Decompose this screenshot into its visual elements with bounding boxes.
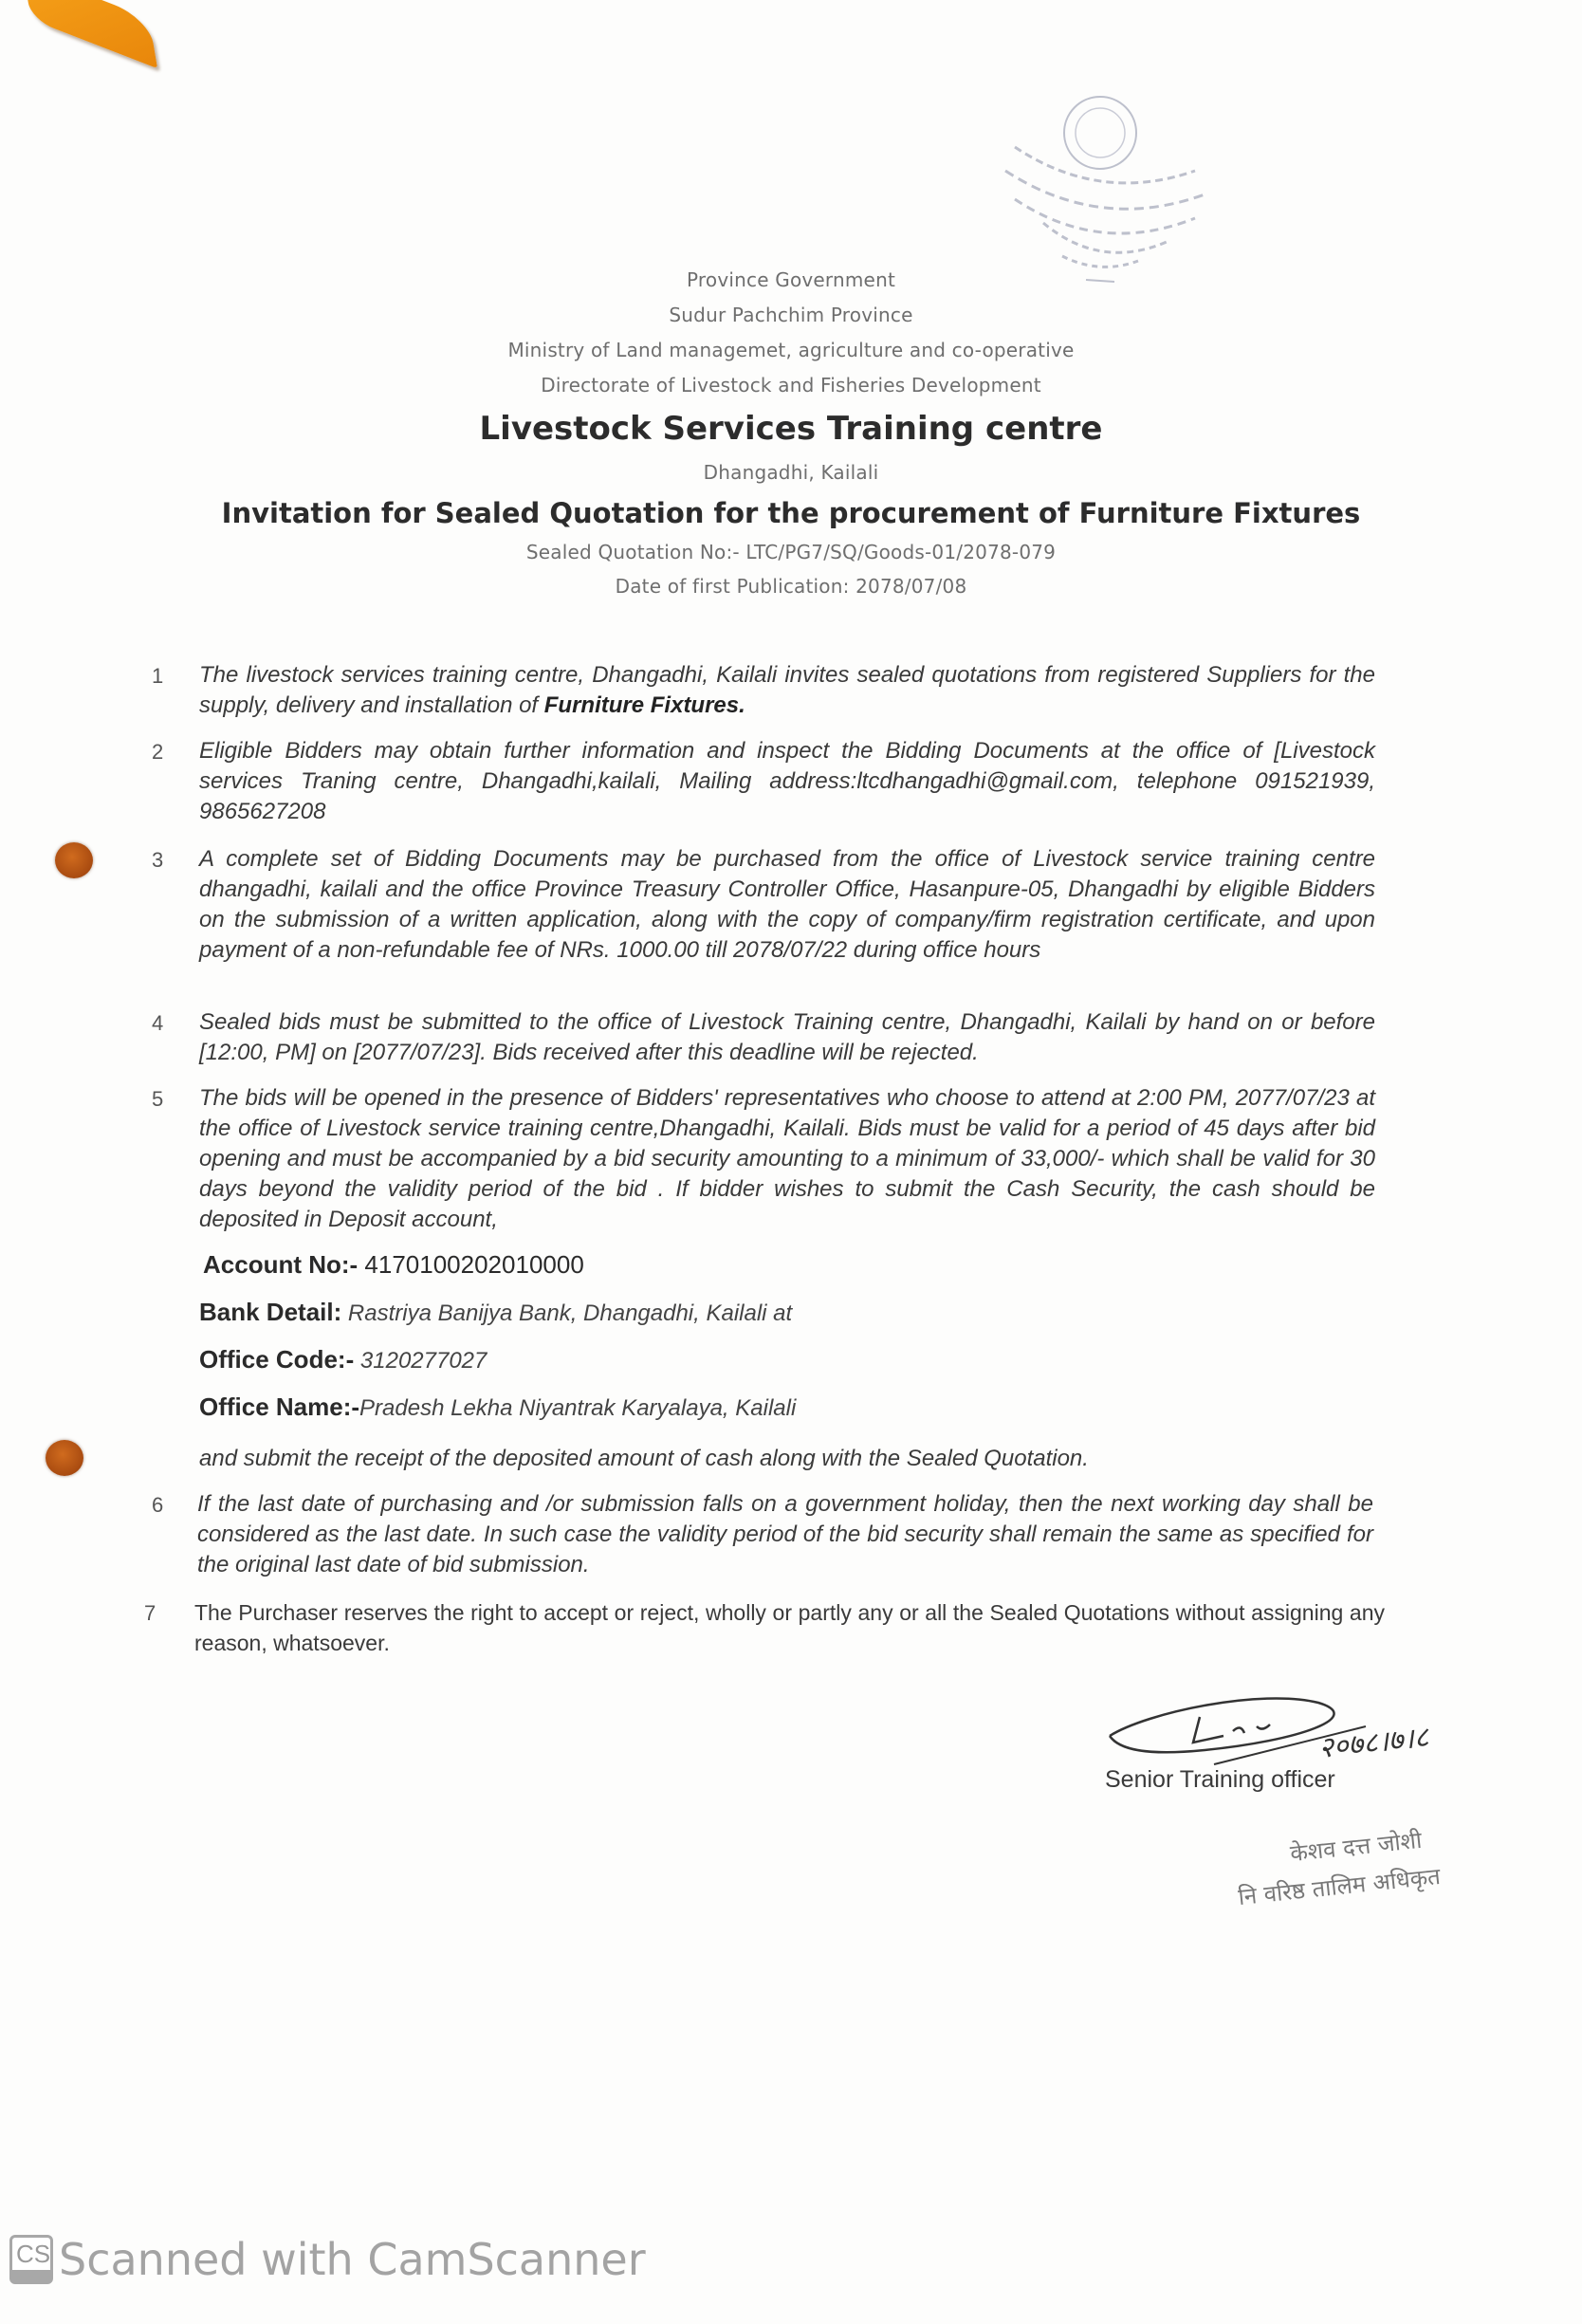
- item-number: 7: [144, 1601, 156, 1625]
- tape-fragment: [23, 0, 157, 68]
- account-label: Account No:-: [203, 1250, 365, 1279]
- notice-item-1: [199, 660, 1375, 721]
- publication-date: Date of first Publication: 2078/07/08: [615, 575, 967, 598]
- item-number: 3: [152, 848, 164, 872]
- office-name-line: [199, 1393, 796, 1422]
- notice-item-4: Sealed bids must be submitted to the office of Livestock Training centre, Dhangadhi, Kailali by hand on or before [12:00, PM] on [2077/07/23]. Bids received after this deadline will be rejected.: [199, 1009, 1375, 1065]
- camscanner-logo-icon: CS: [9, 2235, 53, 2284]
- bank-label: Bank Detail:: [199, 1298, 342, 1326]
- signatory-designation-stamp: नि वरिष्ठ तालिम अधिकृत: [1237, 1862, 1443, 1911]
- signature-date: २०७८।७।८: [1316, 1721, 1430, 1764]
- notice-item-3: A complete set of Bidding Documents may be purchased from the office of Livestock service training centre dhangadhi, kailali and the office Province Treasury Controller Office, Hasanpure-05, Dhangadhi by eligible Bidders on the submission of a written application, along with the copy of company/firm registration certificate, and upon payment of a non-refundable fee of NRs. 1000.00 till 2078/07/22 during office hours: [199, 846, 1375, 963]
- signatory-title: Senior Training officer: [1105, 1766, 1335, 1793]
- watermark-text: Scanned with CamScanner: [59, 2234, 646, 2285]
- deposit-receipt-note: and submit the receipt of the deposited amount of cash along with the Sealed Quotation.: [199, 1446, 1089, 1471]
- office-code-label: Office Code:-: [199, 1345, 355, 1374]
- item-number: 4: [152, 1011, 164, 1035]
- organization-location: Dhangadhi, Kailali: [703, 461, 879, 484]
- account-number-line: [203, 1250, 584, 1280]
- camscanner-watermark: [9, 2231, 646, 2288]
- account-value: 4170100202010000: [364, 1250, 584, 1279]
- office-name-label: Office Name:-: [199, 1393, 360, 1421]
- office-name-value: Pradesh Lekha Niyantrak Karyalaya, Kailali: [359, 1395, 797, 1421]
- item-bold-text: Furniture Fixtures.: [543, 692, 745, 718]
- item-number: 2: [152, 740, 164, 764]
- quotation-number: Sealed Quotation No:- LTC/PG7/SQ/Goods-01/2078-079: [525, 541, 1057, 563]
- organization-name: Livestock Services Training centre: [479, 410, 1103, 448]
- item-number: 1: [152, 664, 164, 688]
- signatory-name-stamp: केशव दत्त जोशी: [1288, 1826, 1424, 1868]
- notice-item-2: Eligible Bidders may obtain further information and inspect the Bidding Documents at the office of [Livestock services Traning centre, Dhangadhi,kailali, Mailing address:ltcdhangadhi@gmail.com, telephone 091521939, 9865627208: [199, 738, 1375, 824]
- office-code-value: 3120277027: [354, 1348, 487, 1374]
- header-line-ministry: Ministry of Land managemet, agriculture and co-operative: [507, 339, 1075, 361]
- item-text: The livestock services training centre, Dhangadhi, Kailali invites sealed quotations from registered Suppliers for the supply, delivery and installation of: [199, 662, 1375, 718]
- item-number: 6: [152, 1493, 164, 1517]
- header-line-province-government: Province Government: [687, 268, 895, 291]
- punch-hole-mark: [46, 1440, 83, 1476]
- bank-detail-line: [199, 1298, 792, 1327]
- notice-title: Invitation for Sealed Quotation for the procurement of Furniture Fixtures: [221, 497, 1361, 529]
- notice-item-7: The Purchaser reserves the right to accept or reject, wholly or partly any or all the Sealed Quotations without assigning any reason, whatsoever.: [194, 1600, 1385, 1655]
- office-code-line: [199, 1345, 487, 1374]
- bank-value: Rastriya Banijya Bank, Dhangadhi, Kailali at: [341, 1300, 793, 1326]
- item-number: 5: [152, 1087, 164, 1111]
- notice-item-5: The bids will be opened in the presence of Bidders' representatives who choose to attend at 2:00 PM, 2077/07/23 at the office of Livestock service training centre,Dhangadhi, Kailali. Bids must be valid for a period of 45 days after bid opening and must be accompanied by a bid security amounting to a minimum of 33,000/- which shall be valid for 30 days beyond the validity period of the bid . If bidder wishes to submit the Cash Security, the cash should be deposited in Deposit account,: [199, 1085, 1375, 1232]
- header-line-province-name: Sudur Pachchim Province: [669, 304, 913, 326]
- header-line-directorate: Directorate of Livestock and Fisheries Development: [541, 374, 1041, 397]
- punch-hole-mark: [55, 842, 93, 878]
- notice-item-6: If the last date of purchasing and /or submission falls on a government holiday, then the next working day shall be considered as the last date. In such case the validity period of the bid security shall remain the same as specified for the original last date of bid submission.: [197, 1491, 1373, 1577]
